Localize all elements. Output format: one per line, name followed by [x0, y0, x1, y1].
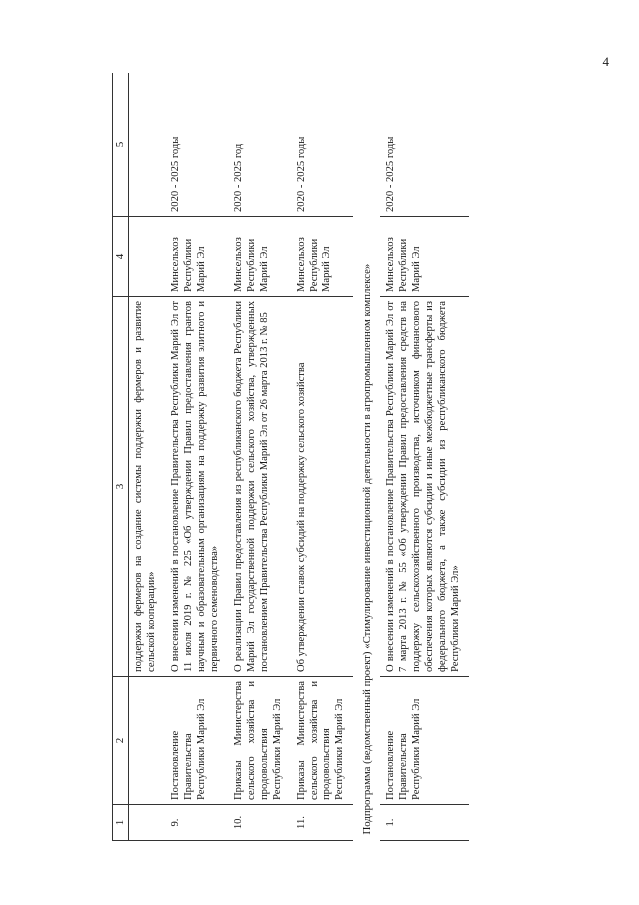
subprogram-title: Подпрограмма (ведомственный проект) «Стимулирование инвестиционной деятельности в агропромышленном комплексе» — [361, 263, 374, 835]
document-type: Постановление Правительства Республики Марий Эл — [380, 677, 469, 805]
term: 2020 - 2025 годы — [380, 73, 469, 217]
row-number: 9. — [165, 805, 228, 841]
row-number: 11. — [291, 805, 354, 841]
row-number: 10. — [228, 805, 291, 841]
term: 2020 - 2025 год — [228, 73, 291, 217]
table-row — [228, 73, 291, 841]
header-row — [113, 73, 129, 841]
executor: Минсельхоз Республики Марий Эл — [228, 217, 291, 297]
page-number: 4 — [602, 54, 609, 69]
document-description: Об утверждении ставок субсидий на поддержку сельского хозяйства — [291, 297, 354, 677]
column-header: 3 — [113, 297, 129, 677]
document-type: Приказы Министерства сельского хозяйства и продовольствия Республики Марий Эл — [228, 677, 291, 805]
executor: Минсельхоз Республики Марий Эл — [291, 217, 354, 297]
column-header: 1 — [113, 805, 129, 841]
column-header: 2 — [113, 677, 129, 805]
executor: Минсельхоз Республики Марий Эл — [165, 217, 228, 297]
column-header: 5 — [113, 73, 129, 217]
document-description: О внесении изменений в постановление Правительства Республики Марий Эл от 11 июля 2019 г. № 225 «Об утверждении Правил предоставления грантов научным и образовательным организациям на поддержку развития элитного и первичного семеноводства» — [165, 297, 228, 677]
document-type: Приказы Министерства сельского хозяйства и продовольствия Республики Марий Эл — [291, 677, 354, 805]
term: 2020 - 2025 годы — [291, 73, 354, 217]
subprogram-row — [353, 73, 380, 841]
continuation-row — [129, 73, 165, 841]
table-row — [380, 73, 469, 841]
landscape-table-area — [112, 73, 614, 841]
row-number: 1. — [380, 805, 469, 841]
table-row — [165, 73, 228, 841]
table-row — [291, 73, 354, 841]
rotated-table-frame — [112, 73, 614, 841]
continuation-text: поддержки фермеров на создание системы поддержки фермеров и развитие сельской кооперации» — [129, 297, 165, 677]
document-type: Постановление Правительства Республики Марий Эл — [165, 677, 228, 805]
document-description: О внесении изменений в постановление Правительства Республики Марий Эл от 7 марта 2013 г. № 55 «Об утверждении Правил предоставления средств на поддержку сельскохозяйственного производства, источником финансового обеспечения которых являются субсидии и иные межбюджетные трансферты из федерального бюджета, а также субсидии из республиканского бюджета Республики Марий Эл» — [380, 297, 469, 677]
measures-table — [112, 73, 469, 841]
document-description: О реализации Правил предоставления из республиканского бюджета Республики Марий Эл государственной поддержки сельского хозяйства, утвержденных постановлением Правительства Республики Марий Эл от 26 марта 2013 г. № 85 — [228, 297, 291, 677]
term: 2020 - 2025 годы — [165, 73, 228, 217]
column-header: 4 — [113, 217, 129, 297]
executor: Минсельхоз Республики Марий Эл — [380, 217, 469, 297]
